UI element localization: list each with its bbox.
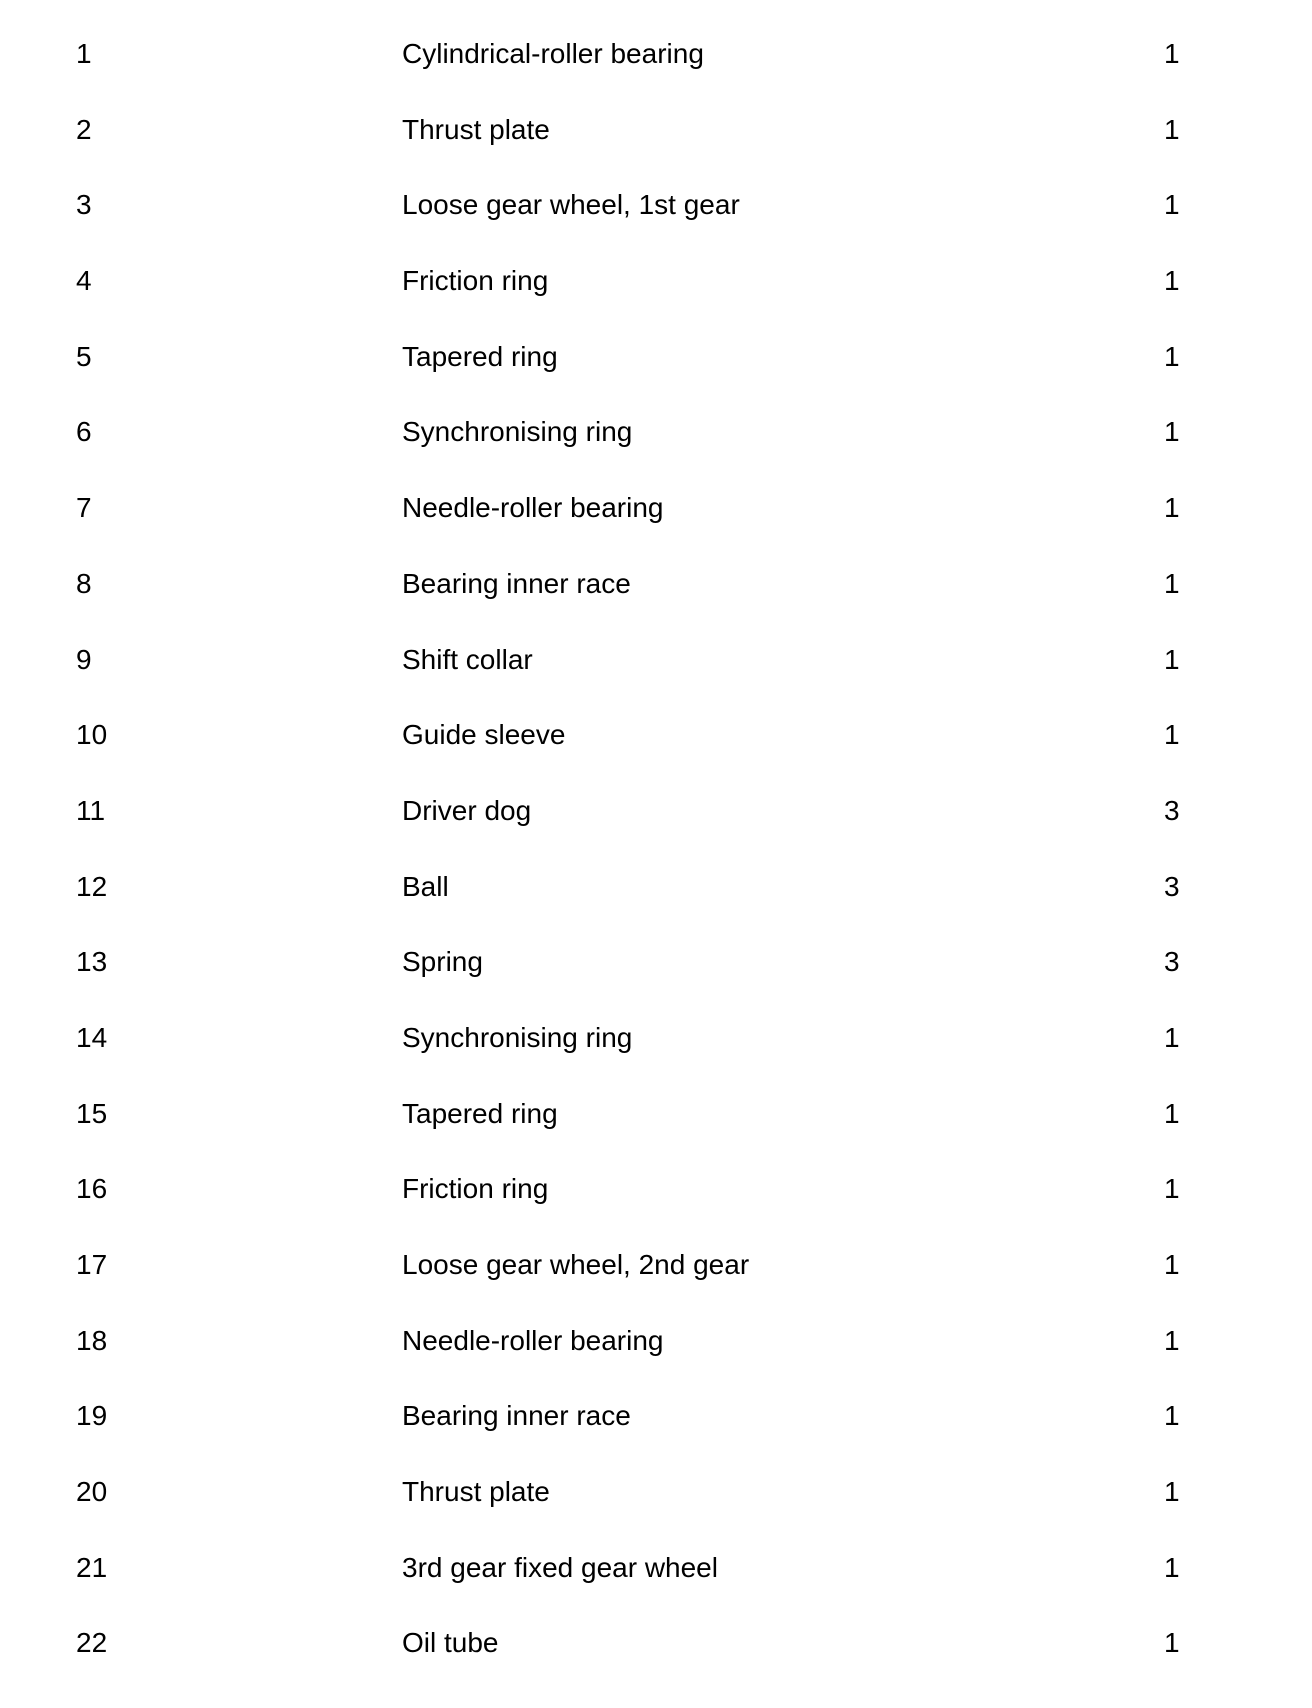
part-description: Friction ring (402, 1173, 549, 1205)
part-description: Spring (402, 946, 483, 978)
part-number: 18 (76, 1324, 108, 1356)
part-quantity: 1 (1164, 492, 1180, 524)
table-row (0, 855, 1312, 931)
part-number: 13 (76, 946, 108, 978)
part-description: Oil tube (402, 1627, 499, 1659)
part-description: Bearing inner race (402, 1400, 631, 1432)
table-row (0, 1384, 1312, 1460)
part-description: Thrust plate (402, 113, 550, 145)
part-quantity: 1 (1164, 1400, 1180, 1432)
part-number: 9 (76, 643, 92, 675)
part-quantity: 1 (1164, 1627, 1180, 1659)
table-row (0, 22, 1312, 98)
part-number: 15 (76, 1097, 108, 1129)
part-description: Guide sleeve (402, 719, 566, 751)
part-quantity: 1 (1164, 567, 1180, 599)
part-quantity: 1 (1164, 1476, 1180, 1508)
part-number: 2 (76, 113, 92, 145)
part-quantity: 1 (1164, 1021, 1180, 1053)
part-quantity: 1 (1164, 38, 1180, 69)
table-row (0, 1460, 1312, 1536)
part-quantity: 3 (1164, 794, 1180, 826)
part-description: Cylindrical-roller bearing (402, 38, 704, 69)
part-description: Tapered ring (402, 1097, 558, 1129)
table-row (0, 552, 1312, 628)
part-quantity: 1 (1164, 416, 1180, 448)
part-description: Tapered ring (402, 340, 558, 372)
table-row (0, 703, 1312, 779)
table-row (0, 628, 1312, 704)
part-quantity: 1 (1164, 1324, 1180, 1356)
part-number: 20 (76, 1476, 108, 1508)
part-number: 4 (76, 265, 92, 297)
part-quantity: 1 (1164, 340, 1180, 372)
part-description: Ball (402, 870, 449, 902)
table-row (0, 1233, 1312, 1309)
part-quantity: 1 (1164, 643, 1180, 675)
part-number: 3 (76, 189, 92, 221)
table-row (0, 1536, 1312, 1612)
part-description: Shift collar (402, 643, 533, 675)
table-row (0, 930, 1312, 1006)
part-quantity: 1 (1164, 265, 1180, 297)
table-row (0, 325, 1312, 401)
part-quantity: 1 (1164, 1249, 1180, 1280)
part-description: Thrust plate (402, 1476, 550, 1508)
part-number: 6 (76, 416, 92, 448)
part-quantity: 3 (1164, 946, 1180, 978)
table-row (0, 476, 1312, 552)
part-quantity: 1 (1164, 113, 1180, 145)
part-quantity: 1 (1164, 1097, 1180, 1129)
table-row (0, 98, 1312, 174)
part-number: 8 (76, 567, 92, 599)
part-quantity: 1 (1164, 1551, 1180, 1583)
part-description: Needle-roller bearing (402, 492, 664, 524)
part-description: Loose gear wheel, 1st gear (402, 189, 740, 221)
part-description: Loose gear wheel, 2nd gear (402, 1249, 750, 1280)
part-number: 5 (76, 340, 92, 372)
table-row (0, 1309, 1312, 1385)
part-number: 7 (76, 492, 92, 524)
parts-list (0, 22, 1312, 1687)
part-number: 10 (76, 719, 108, 751)
part-quantity: 3 (1164, 870, 1180, 902)
part-description: Friction ring (402, 265, 549, 297)
part-number: 14 (76, 1021, 108, 1053)
part-number: 16 (76, 1173, 108, 1205)
table-row (0, 1157, 1312, 1233)
part-description: Needle-roller bearing (402, 1324, 664, 1356)
table-row (0, 249, 1312, 325)
part-description: 3rd gear fixed gear wheel (402, 1551, 718, 1583)
table-row (0, 1082, 1312, 1158)
table-row (0, 1006, 1312, 1082)
part-number: 12 (76, 870, 108, 902)
part-number: 21 (76, 1551, 108, 1583)
part-number: 19 (76, 1400, 108, 1432)
table-row (0, 779, 1312, 855)
table-row (0, 400, 1312, 476)
table-row (0, 1611, 1312, 1687)
part-description: Synchronising ring (402, 1021, 633, 1053)
part-description: Driver dog (402, 794, 532, 826)
part-number: 1 (76, 38, 92, 69)
part-description: Bearing inner race (402, 567, 631, 599)
part-quantity: 1 (1164, 719, 1180, 751)
part-description: Synchronising ring (402, 416, 633, 448)
part-quantity: 1 (1164, 1173, 1180, 1205)
part-quantity: 1 (1164, 189, 1180, 221)
part-number: 22 (76, 1627, 108, 1659)
table-row (0, 173, 1312, 249)
part-number: 11 (76, 794, 106, 826)
part-number: 17 (76, 1249, 108, 1280)
